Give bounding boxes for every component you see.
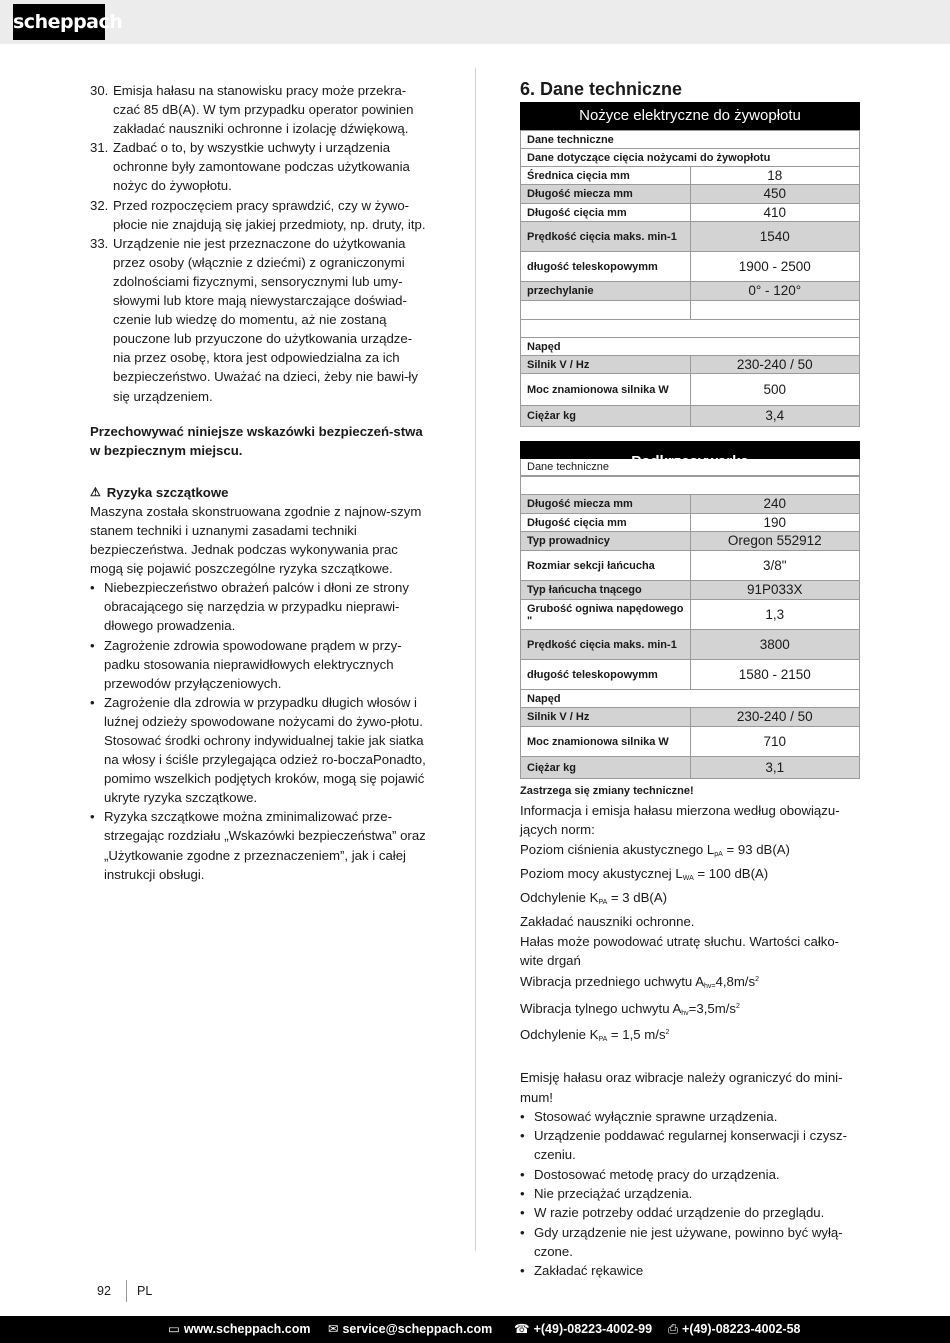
spec-value: 1540 [690, 222, 860, 252]
page-number: 92 [97, 1284, 111, 1298]
item-text: Urządzenie nie jest przeznaczone do użytkowania przez osoby (włącznie z dziećmi) z ograniczonymi zdolnościami fizycznymi, sensorycznymi lub umy-słowymi lub ktore mają niewystarczające doświad-czenie lub wiedzę do momentu, aż nie zostaną pouczone lub przyuczone do użytkowania urządze-nia przez osobę, ktora jest odpowiedzialna za ich bezpieczeństwo. Uważać na dzieci, żeby nie bawi-ły się urządzeniem. [113, 235, 418, 404]
limit-bullet: • Gdy urządzenie nie jest używane, powinno być wyłą-czone. [520, 1223, 860, 1262]
bullet-text: Niebezpieczeństwo obrażeń palców i dłoni ze strony obracającego się narzędzia w przypadku nieprawi-dłowego prowadzenia. [104, 580, 409, 634]
spec-label: Prędkość cięcia maks. min-1 [521, 222, 691, 252]
spec-row [521, 204, 860, 222]
bullet-text: Urządzenie poddawać regularnej konserwacji i czysz-czeniu. [534, 1128, 847, 1163]
vib-front-line: Wibracja przedniego uchwytu $A_{hv=}4,8m/s^2$ [520, 974, 759, 991]
spec-row [521, 185, 860, 204]
spec-row [521, 551, 860, 581]
spec-label: długość teleskopowymm [521, 660, 691, 690]
footer-fax[interactable]: ⎙ +(49)-08223-4002-58 [668, 1322, 801, 1336]
limit-bullet: • Urządzenie poddawać regularnej konserwacji i czysz-czeniu. [520, 1126, 860, 1165]
spec-value: 230-240 / 50 [690, 708, 860, 727]
bullet-text: Ryzyka szczątkowe można zminimalizować prze-strzegając rozdziału „Wskazówki bezpieczeństwa” oraz „Użytkowanie zgodne z przeznaczeniem”, jak i całej instrukcji obsługi. [104, 809, 426, 882]
spec-section-label: Dane techniczne [521, 131, 860, 149]
risk-bullet: • Zagrożenie zdrowia spowodowane prądem w przy-padku stosowania nieprawidłowych elektrycznych przewodów przyłączeniowych. [90, 636, 428, 693]
safety-item [90, 196, 428, 234]
ear-protection: Zakładać nauszniki ochronne. [520, 914, 695, 930]
spec-label [521, 301, 691, 320]
risk-intro: Maszyna została skonstruowana zgodnie z najnow-szym stanem techniki i uznanymi zasadami techniki bezpieczeństwa. Jednak podczas wykonywania prac mogą się pojawić poszczególne ryzyka szczątkowe. [90, 503, 422, 577]
spec-value: 3,4 [690, 406, 860, 427]
bullet-text: Nie przeciążać urządzenia. [534, 1186, 693, 1202]
spec-section-label: Dane dotyczące cięcia nożycami do żywopłotu [521, 149, 860, 167]
spec-label: Typ łańcucha tnącego [521, 581, 691, 600]
spec-row [521, 660, 860, 690]
spec-label: Średnica cięcia mm [521, 167, 691, 185]
spec-row [521, 301, 860, 320]
spec-value: 500 [690, 374, 860, 406]
phone-icon: ☎ [514, 1322, 530, 1336]
footer-email[interactable]: ✉ service@scheppach.com [328, 1322, 493, 1336]
monitor-icon: ▭ [168, 1322, 180, 1336]
column-divider [475, 68, 476, 1251]
footer-bar [0, 1316, 950, 1343]
risk-heading [90, 483, 428, 502]
footer-phone[interactable]: ☎ +(49)-08223-4002-99 [514, 1322, 653, 1336]
spec-row [521, 222, 860, 252]
bullet-text: Stosować wyłącznie sprawne urządzenia. [534, 1108, 778, 1124]
spec-row [521, 708, 860, 727]
spec-value: 18 [690, 167, 860, 185]
page-language: PL [137, 1284, 153, 1298]
safety-item [90, 138, 428, 195]
limit-bullet: • Zakładać rękawice [520, 1261, 860, 1280]
spec-value: 240 [690, 495, 860, 514]
spec-value: 0° - 120° [690, 282, 860, 301]
spec-value: 91P033X [690, 581, 860, 600]
spec-row [521, 131, 860, 149]
spec-value: 710 [690, 727, 860, 757]
risk-bullet: • Ryzyka szczątkowe można zminimalizować prze-strzegając rozdziału „Wskazówki bezpieczeństwa” oraz „Użytkowanie zgodne z przeznaczeniem”, jak i całej instrukcji obsługi. [90, 807, 428, 883]
spec-row [521, 252, 860, 282]
spec-row [521, 532, 860, 551]
spec-value: 410 [690, 204, 860, 222]
fax-icon: ⎙ [668, 1322, 679, 1336]
spec-row [521, 406, 860, 427]
table1-title: Nożyce elektryczne do żywopłotu [520, 102, 860, 130]
hedge-trimmer-spec-table [520, 130, 860, 427]
spec-row [521, 581, 860, 600]
spec-label: Prędkość cięcia maks. min-1 [521, 630, 691, 660]
item-number: 31. [90, 140, 109, 156]
spec-label: przechylanie [521, 282, 691, 301]
page-separator [126, 1280, 127, 1302]
mail-icon: ✉ [328, 1322, 339, 1336]
spec-label: Długość miecza mm [521, 185, 691, 204]
keep-instructions-text: Przechowywać niniejsze wskazówki bezpieczeń-stwa w bezpiecznym miejscu. [90, 423, 423, 458]
spec-label: Długość cięcia mm [521, 204, 691, 222]
spec-label: Silnik V / Hz [521, 356, 691, 374]
warning-icon: ⚠ [90, 484, 101, 499]
left-column [90, 81, 428, 884]
spec-value: 3800 [690, 630, 860, 660]
risk-bullet: • Zagrożenie dla zdrowia w przypadku długich włosów i luźnej odzieży spowodowane nożycami do żywo-płotu. Stosować środki ochrony indywidualnej takie jak siatka na włosy i ściśle przylegająca odzież ro-boczaPonadto, pomimo wszelkich podjętych kroków, mogą się pojawić ukryte ryzyka szczątkowe. [90, 693, 428, 808]
risk-title: Ryzyka szczątkowe [106, 484, 229, 500]
noise-intro: Informacja i emisja hałasu mierzona według obowiązu-jących norm: [520, 803, 840, 838]
bullet-text: Gdy urządzenie nie jest używane, powinno być wyłą-czone. [534, 1224, 843, 1259]
spec-label: Moc znamionowa silnika W [521, 374, 691, 406]
spec-row [521, 282, 860, 301]
spec-row [521, 374, 860, 406]
spec-value: 3/8" [690, 551, 860, 581]
spec-label: Długość miecza mm [521, 495, 691, 514]
risk-bullet: • Niebezpieczeństwo obrażeń palców i dłoni ze strony obracającego się narzędzia w przypadku nieprawi-dłowego prowadzenia. [90, 578, 428, 635]
item-number: 33. [90, 235, 109, 251]
limit-bullet: • Nie przeciążać urządzenia. [520, 1184, 860, 1203]
spec-row [521, 338, 860, 356]
spec-section-label: Napęd [521, 338, 860, 356]
bullet-text: Dostosować metodę pracy do urządzenia. [534, 1166, 780, 1182]
bullet-text: Zagrożenie dla zdrowia w przypadku długich włosów i luźnej odzieży spowodowane nożycami do żywo-płotu. Stosować środki ochrony indywidualnej takie jak siatka na włosy i ściśle przylegająca odzież ro-boczaPonadto, pomimo wszelkich podjętych kroków, mogą się pojawić ukryte ryzyka szczątkowe. [104, 694, 426, 806]
risk-bullets [90, 578, 428, 884]
spec-label: Ciężar kg [521, 757, 691, 779]
bullet-text: Zakładać rękawice [534, 1263, 644, 1279]
spec-value: 450 [690, 185, 860, 204]
kpa-vib-line: Odchylenie $K_{PA} = 1,5$ $m/s^2$ [520, 1026, 670, 1043]
spec-label: Grubość ogniwa napędowego " [521, 600, 691, 630]
spec-row [521, 690, 860, 708]
limit-bullets [520, 1107, 860, 1281]
limit-bullet: • Stosować wyłącznie sprawne urządzenia. [520, 1107, 860, 1126]
hearing-loss: Hałas może powodować utratę słuchu. Wartości całko-wite drgań [520, 933, 840, 969]
item-text: Emisja hałasu na stanowisku pracy może przekra-czać 85 dB(A). W tym przypadku operator powinien zakładać nauszniki ochronne i izolację dźwiękową. [113, 83, 414, 137]
limit-bullet: • W razie potrzeby oddać urządzenie do przeglądu. [520, 1203, 860, 1222]
table2-subheader: Dane techniczne [520, 459, 860, 476]
spec-section-label: Napęd [521, 690, 860, 708]
tech-change-note: Zastrzega się zmiany techniczne! [520, 785, 694, 797]
header-bar [0, 0, 950, 44]
spec-row [521, 167, 860, 185]
spec-value: 230-240 / 50 [690, 356, 860, 374]
spec-value: 1580 - 2150 [690, 660, 860, 690]
spec-section-label [521, 477, 860, 495]
limit-text: Emisję hałasu oraz wibracje należy ograniczyć do mini-mum! [520, 1070, 843, 1105]
brand-logo: scheppach [13, 4, 105, 40]
footer-web[interactable]: ▭ www.scheppach.com [168, 1322, 311, 1336]
spec-row [521, 477, 860, 495]
spec-row [521, 356, 860, 374]
vib-rear-line: Wibracja tylnego uchwytu $A_{hv}=3,5m/s^2$ [520, 1000, 740, 1017]
spec-label: Moc znamionowa silnika W [521, 727, 691, 757]
kpa-line: Odchylenie $K_{PA} = 3$ dB(A) [520, 890, 668, 907]
spec-value [690, 301, 860, 320]
safety-list [90, 81, 428, 406]
noise-info [520, 801, 860, 1281]
spec-row [521, 495, 860, 514]
spec-value: 3,1 [690, 757, 860, 779]
spec-value: 1,3 [690, 600, 860, 630]
safety-item [90, 234, 428, 406]
pole-saw-spec [520, 441, 860, 779]
section-title: 6. Dane techniczne [520, 79, 683, 99]
spec-label: Typ prowadnicy [521, 532, 691, 551]
spec-value: 1900 - 2500 [690, 252, 860, 282]
limit-bullet: • Dostosować metodę pracy do urządzenia. [520, 1165, 860, 1184]
spec-label: Silnik V / Hz [521, 708, 691, 727]
spec-label: długość teleskopowymm [521, 252, 691, 282]
item-number: 30. [90, 83, 109, 98]
lwa-line: Poziom mocy akustycznej $L_{WA} = 100$ dB(A) [520, 865, 769, 882]
spec-row [521, 320, 860, 338]
bullet-text: W razie potrzeby oddać urządzenie do przeglądu. [534, 1205, 825, 1221]
safety-item [90, 81, 428, 138]
bullet-text: Zagrożenie zdrowia spowodowane prądem w przy-padku stosowania nieprawidłowych elektrycznych przewodów przyłączeniowych. [104, 637, 402, 691]
pole-saw-spec-table [520, 476, 860, 779]
right-column [520, 78, 860, 1281]
item-number: 32. [90, 197, 109, 213]
spec-row [521, 600, 860, 630]
item-text: Przed rozpoczęciem pracy sprawdzić, czy w żywo-płocie nie znajdują się jakiej przedmioty, np. druty, itp. [113, 197, 426, 232]
spec-row [521, 630, 860, 660]
spec-row [521, 149, 860, 167]
spec-value: 190 [690, 514, 860, 532]
spec-label: Długość cięcia mm [521, 514, 691, 532]
spec-label: Ciężar kg [521, 406, 691, 427]
spec-row [521, 757, 860, 779]
item-text: Zadbać o to, by wszystkie uchwyty i urządzenia ochronne były zamontowane podczas użytkowania nożyc do żywopłotu. [113, 140, 410, 194]
spec-section-label [521, 320, 860, 338]
spec-row [521, 514, 860, 532]
spec-value: Oregon 552912 [690, 532, 860, 551]
spec-row [521, 727, 860, 757]
lpa-line: Poziom ciśnienia akustycznego $L_{pA} = 93$ dB(A) [520, 841, 790, 858]
spec-label: Rozmiar sekcji łańcucha [521, 551, 691, 581]
